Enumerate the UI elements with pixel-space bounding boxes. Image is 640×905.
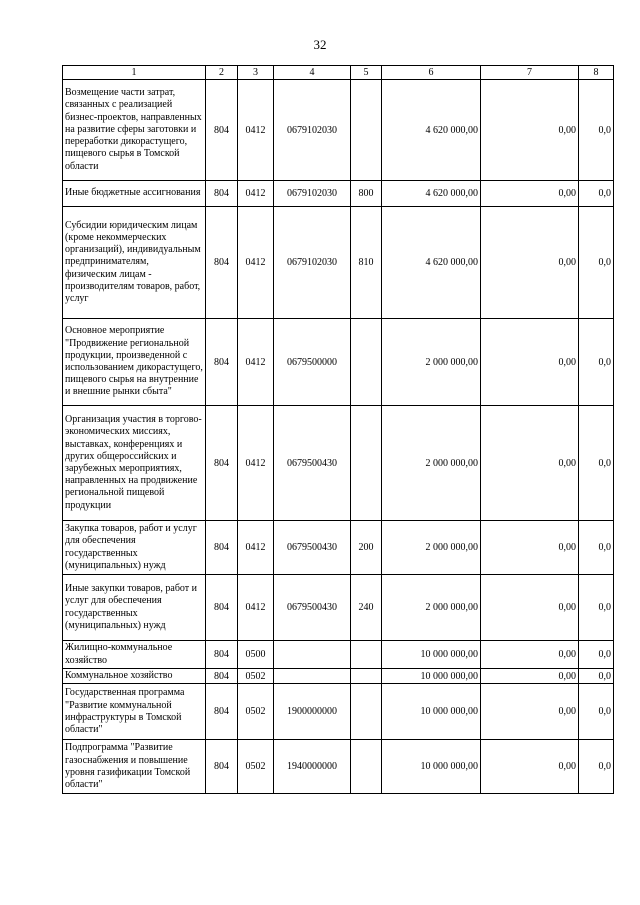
cell-col2: 804 <box>206 684 238 740</box>
cell-col3: 0502 <box>238 669 274 684</box>
cell-col4: 0679500430 <box>274 406 351 521</box>
cell-col4 <box>274 669 351 684</box>
cell-col5: 200 <box>351 521 382 575</box>
cell-col8: 0,0 <box>579 80 614 181</box>
cell-col8: 0,0 <box>579 641 614 669</box>
cell-col4: 1900000000 <box>274 684 351 740</box>
cell-col8: 0,0 <box>579 406 614 521</box>
cell-col2: 804 <box>206 181 238 207</box>
cell-col4: 0679102030 <box>274 207 351 319</box>
table-row <box>63 669 614 684</box>
cell-col8: 0,0 <box>579 575 614 641</box>
cell-col6: 2 000 000,00 <box>382 406 481 521</box>
cell-col7: 0,00 <box>481 684 579 740</box>
cell-col5 <box>351 80 382 181</box>
table-row <box>63 319 614 406</box>
cell-col7: 0,00 <box>481 181 579 207</box>
column-header: 7 <box>481 66 579 80</box>
row-name: Иные бюджетные ассигнования <box>63 181 206 207</box>
cell-col6: 10 000 000,00 <box>382 740 481 794</box>
cell-col5 <box>351 669 382 684</box>
column-header: 5 <box>351 66 382 80</box>
column-header: 4 <box>274 66 351 80</box>
row-name: Жилищно-коммунальное хозяйство <box>63 641 206 669</box>
cell-col6: 2 000 000,00 <box>382 521 481 575</box>
table-row <box>63 521 614 575</box>
cell-col4: 0679500000 <box>274 319 351 406</box>
cell-col6: 4 620 000,00 <box>382 80 481 181</box>
cell-col7: 0,00 <box>481 521 579 575</box>
table-row <box>63 181 614 207</box>
column-header: 3 <box>238 66 274 80</box>
cell-col8: 0,0 <box>579 207 614 319</box>
cell-col3: 0412 <box>238 521 274 575</box>
cell-col2: 804 <box>206 641 238 669</box>
cell-col8: 0,0 <box>579 319 614 406</box>
cell-col2: 804 <box>206 207 238 319</box>
row-name: Субсидии юридическим лицам (кроме некоммерческих организаций), индивидуальным предпринимателям, физическим лицам - производителям товаров, работ, услуг <box>63 207 206 319</box>
cell-col8: 0,0 <box>579 521 614 575</box>
row-name: Возмещение части затрат, связанных с реализацией бизнес-проектов, направленных на развитие сферы заготовки и переработки дикорастущего, пищевого сырья в Томской области <box>63 80 206 181</box>
column-header: 2 <box>206 66 238 80</box>
cell-col2: 804 <box>206 319 238 406</box>
cell-col3: 0412 <box>238 80 274 181</box>
cell-col6: 10 000 000,00 <box>382 669 481 684</box>
cell-col7: 0,00 <box>481 207 579 319</box>
cell-col5 <box>351 406 382 521</box>
cell-col4: 0679102030 <box>274 80 351 181</box>
cell-col8: 0,0 <box>579 684 614 740</box>
cell-col4: 0679500430 <box>274 575 351 641</box>
row-name: Организация участия в торгово-экономических миссиях, выставках, конференциях и других общероссийских и зарубежных мероприятиях, направленных на продвижение региональной пищевой продукции <box>63 406 206 521</box>
cell-col2: 804 <box>206 521 238 575</box>
column-header: 8 <box>579 66 614 80</box>
table-row <box>63 207 614 319</box>
cell-col4: 0679500430 <box>274 521 351 575</box>
cell-col2: 804 <box>206 740 238 794</box>
cell-col7: 0,00 <box>481 319 579 406</box>
cell-col8: 0,0 <box>579 181 614 207</box>
column-header: 1 <box>63 66 206 80</box>
table-row <box>63 641 614 669</box>
row-name: Коммунальное хозяйство <box>63 669 206 684</box>
table-row <box>63 406 614 521</box>
cell-col2: 804 <box>206 80 238 181</box>
cell-col3: 0502 <box>238 684 274 740</box>
cell-col8: 0,0 <box>579 669 614 684</box>
cell-col2: 804 <box>206 406 238 521</box>
cell-col4: 1940000000 <box>274 740 351 794</box>
cell-col6: 2 000 000,00 <box>382 575 481 641</box>
cell-col3: 0500 <box>238 641 274 669</box>
table-row <box>63 575 614 641</box>
cell-col7: 0,00 <box>481 406 579 521</box>
cell-col5 <box>351 319 382 406</box>
budget-table <box>62 65 614 794</box>
cell-col7: 0,00 <box>481 80 579 181</box>
cell-col6: 10 000 000,00 <box>382 684 481 740</box>
cell-col6: 4 620 000,00 <box>382 207 481 319</box>
cell-col5 <box>351 740 382 794</box>
cell-col3: 0412 <box>238 319 274 406</box>
cell-col7: 0,00 <box>481 575 579 641</box>
cell-col4 <box>274 641 351 669</box>
row-name: Закупка товаров, работ и услуг для обеспечения государственных (муниципальных) нужд <box>63 521 206 575</box>
cell-col7: 0,00 <box>481 641 579 669</box>
cell-col3: 0412 <box>238 575 274 641</box>
cell-col3: 0412 <box>238 207 274 319</box>
cell-col3: 0412 <box>238 181 274 207</box>
cell-col5: 810 <box>351 207 382 319</box>
row-name: Основное мероприятие "Продвижение региональной продукции, произведенной с использованием дикорастущего, пищевого сырья на внутренние и внешние рынки сбыта" <box>63 319 206 406</box>
column-header: 6 <box>382 66 481 80</box>
cell-col6: 4 620 000,00 <box>382 181 481 207</box>
page-number: 32 <box>313 37 327 52</box>
table-row <box>63 80 614 181</box>
table-row <box>63 740 614 794</box>
table-row <box>63 684 614 740</box>
cell-col4: 0679102030 <box>274 181 351 207</box>
cell-col5: 240 <box>351 575 382 641</box>
cell-col7: 0,00 <box>481 740 579 794</box>
cell-col5 <box>351 641 382 669</box>
cell-col5 <box>351 684 382 740</box>
cell-col2: 804 <box>206 669 238 684</box>
row-name: Государственная программа "Развитие коммунальной инфраструктуры в Томской области" <box>63 684 206 740</box>
row-name: Иные закупки товаров, работ и услуг для обеспечения государственных (муниципальных) нужд <box>63 575 206 641</box>
cell-col5: 800 <box>351 181 382 207</box>
row-name: Подпрограмма "Развитие газоснабжения и повышение уровня газификации Томской области" <box>63 740 206 794</box>
cell-col8: 0,0 <box>579 740 614 794</box>
header-row <box>63 66 614 80</box>
cell-col3: 0502 <box>238 740 274 794</box>
cell-col7: 0,00 <box>481 669 579 684</box>
cell-col6: 2 000 000,00 <box>382 319 481 406</box>
cell-col6: 10 000 000,00 <box>382 641 481 669</box>
cell-col2: 804 <box>206 575 238 641</box>
cell-col3: 0412 <box>238 406 274 521</box>
